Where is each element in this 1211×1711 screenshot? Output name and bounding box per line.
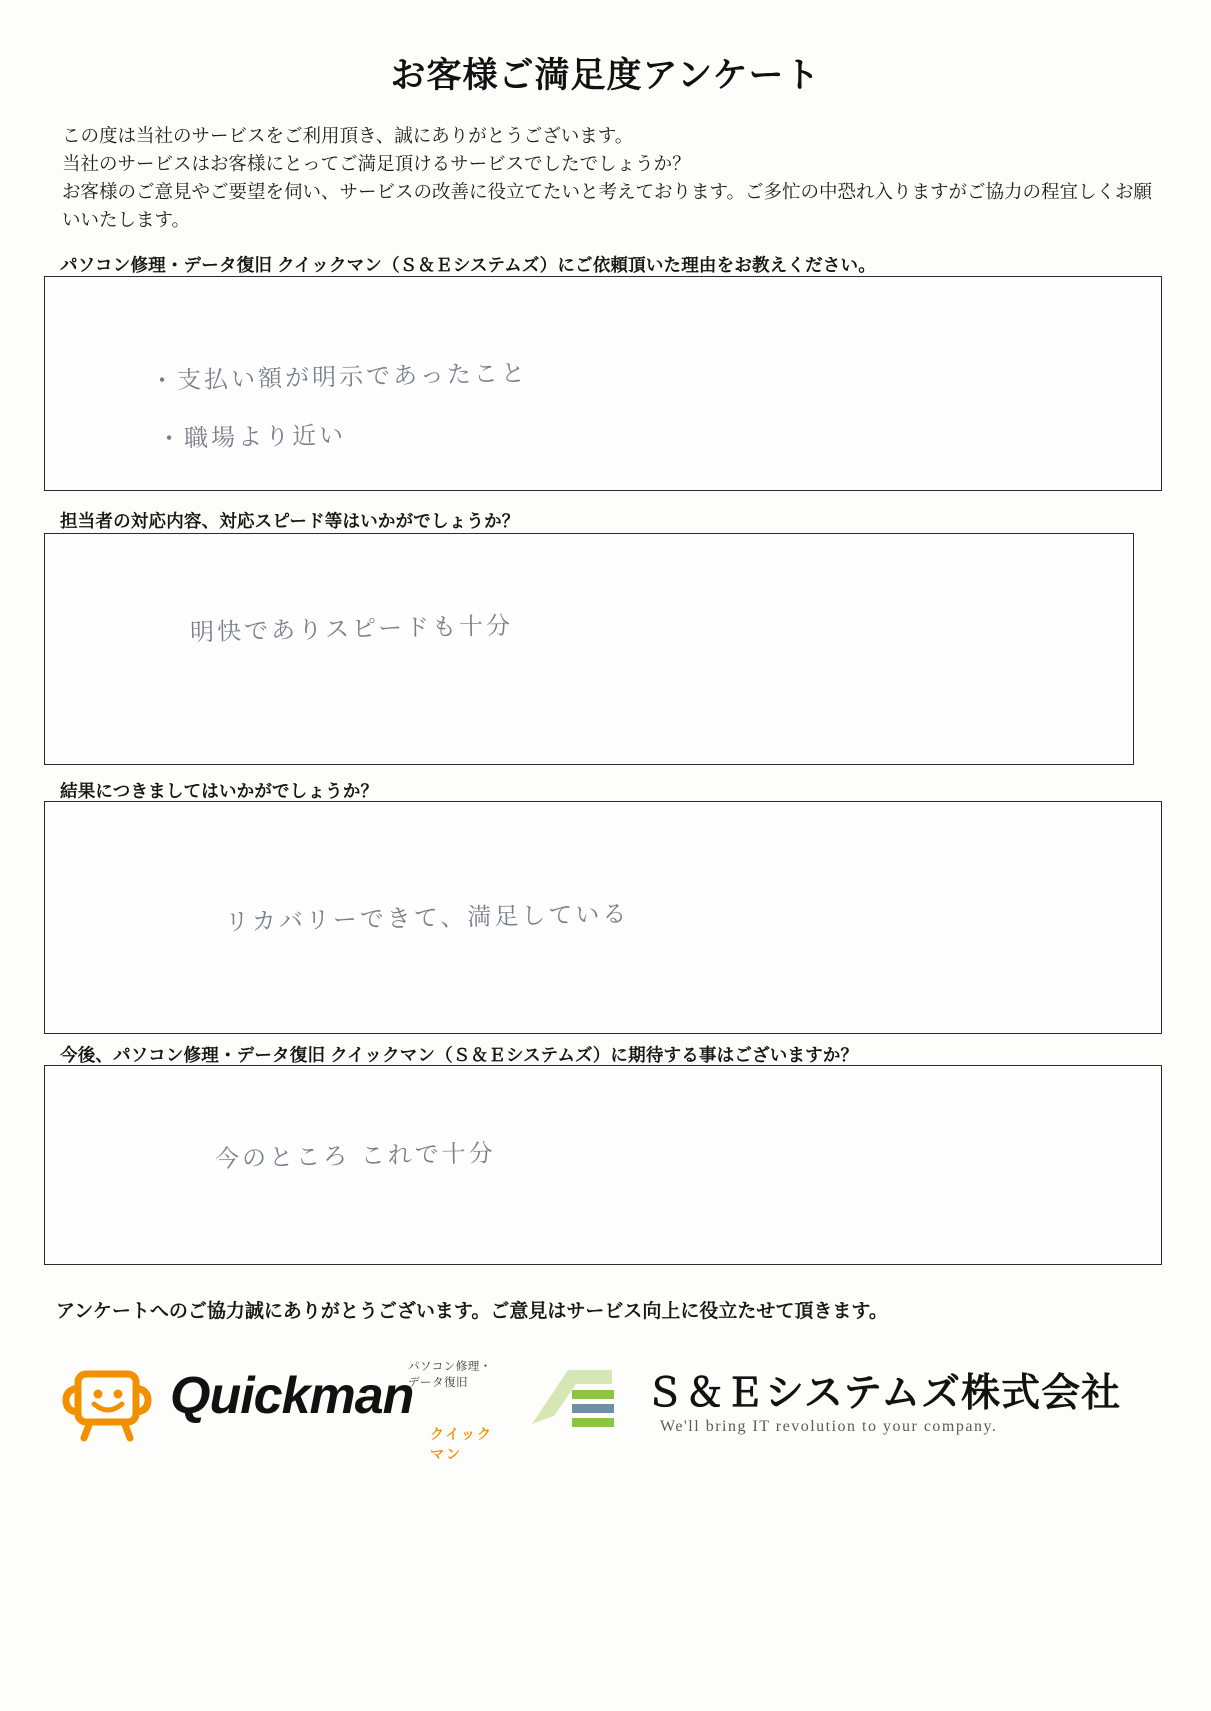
intro-line-3: お客様のご意見やご要望を伺い、サービスの改善に役立てたいと考えております。ご多忙の中恐れ入りますがご協力の程宜しくお願いいたします。 <box>62 181 1153 230</box>
closing-text: アンケートへのご協力誠にありがとうございます。ご意見はサービス向上に役立たせて頂きます。 <box>56 1301 888 1322</box>
question-3-answer-box[interactable] <box>44 801 1162 1034</box>
question-1-answer-box[interactable] <box>44 276 1162 491</box>
se-systems-mark-icon <box>520 1364 628 1436</box>
quickman-kana: クイックマン <box>430 1426 494 1462</box>
question-2-label: 担当者の対応内容、対応スピード等はいかがでしょうか？ <box>60 511 520 531</box>
intro-line-1: この度は当社のサービスをご利用頂き、誠にありがとうございます。 <box>62 125 634 146</box>
page-title: お客様ご満足度アンケート <box>390 56 821 95</box>
intro-line-2: 当社のサービスはお客様にとってご満足頂けるサービスでしたでしょうか？ <box>62 153 691 174</box>
question-4-label: 今後、パソコン修理・データ復旧 クイックマン（Ｓ＆Ｅシステムズ）に期待する事はございますか？ <box>60 1045 859 1065</box>
question-3-label: 結果につきましてはいかがでしょうか？ <box>60 781 379 801</box>
quickman-mascot-icon <box>60 1360 158 1442</box>
question-4-answer-line-1: 今のところ これで十分 <box>214 1139 496 1173</box>
quickman-top-text: パソコン修理・データ復旧 <box>408 1361 492 1389</box>
question-1-label: パソコン修理・データ復旧 クイックマン（Ｓ＆Ｅシステムズ）にご依頼頂いた理由をお教えください。 <box>60 255 876 275</box>
se-systems-logo <box>520 1356 1160 1456</box>
question-1-answer-line-1: ・支払い額が明示であったこと <box>149 359 529 395</box>
se-systems-name: Ｓ＆Ｅシステムズ株式会社 <box>645 1372 1122 1415</box>
se-systems-tagline: We'll bring IT revolution to your company. <box>660 1418 998 1435</box>
intro-text <box>62 122 1167 234</box>
question-1-answer-line-2: ・職場より近い <box>156 421 347 453</box>
question-2-answer-line-1: 明快でありスピードも十分 <box>189 611 514 647</box>
question-4-answer-box[interactable] <box>44 1065 1162 1265</box>
quickman-wordmark: Quickman <box>170 1367 414 1425</box>
footer <box>0 1352 1211 1462</box>
question-2-answer-box[interactable] <box>44 533 1134 765</box>
question-3-answer-line-1: リカバリーできて、満足している <box>224 899 630 937</box>
quickman-logo <box>60 1352 500 1462</box>
